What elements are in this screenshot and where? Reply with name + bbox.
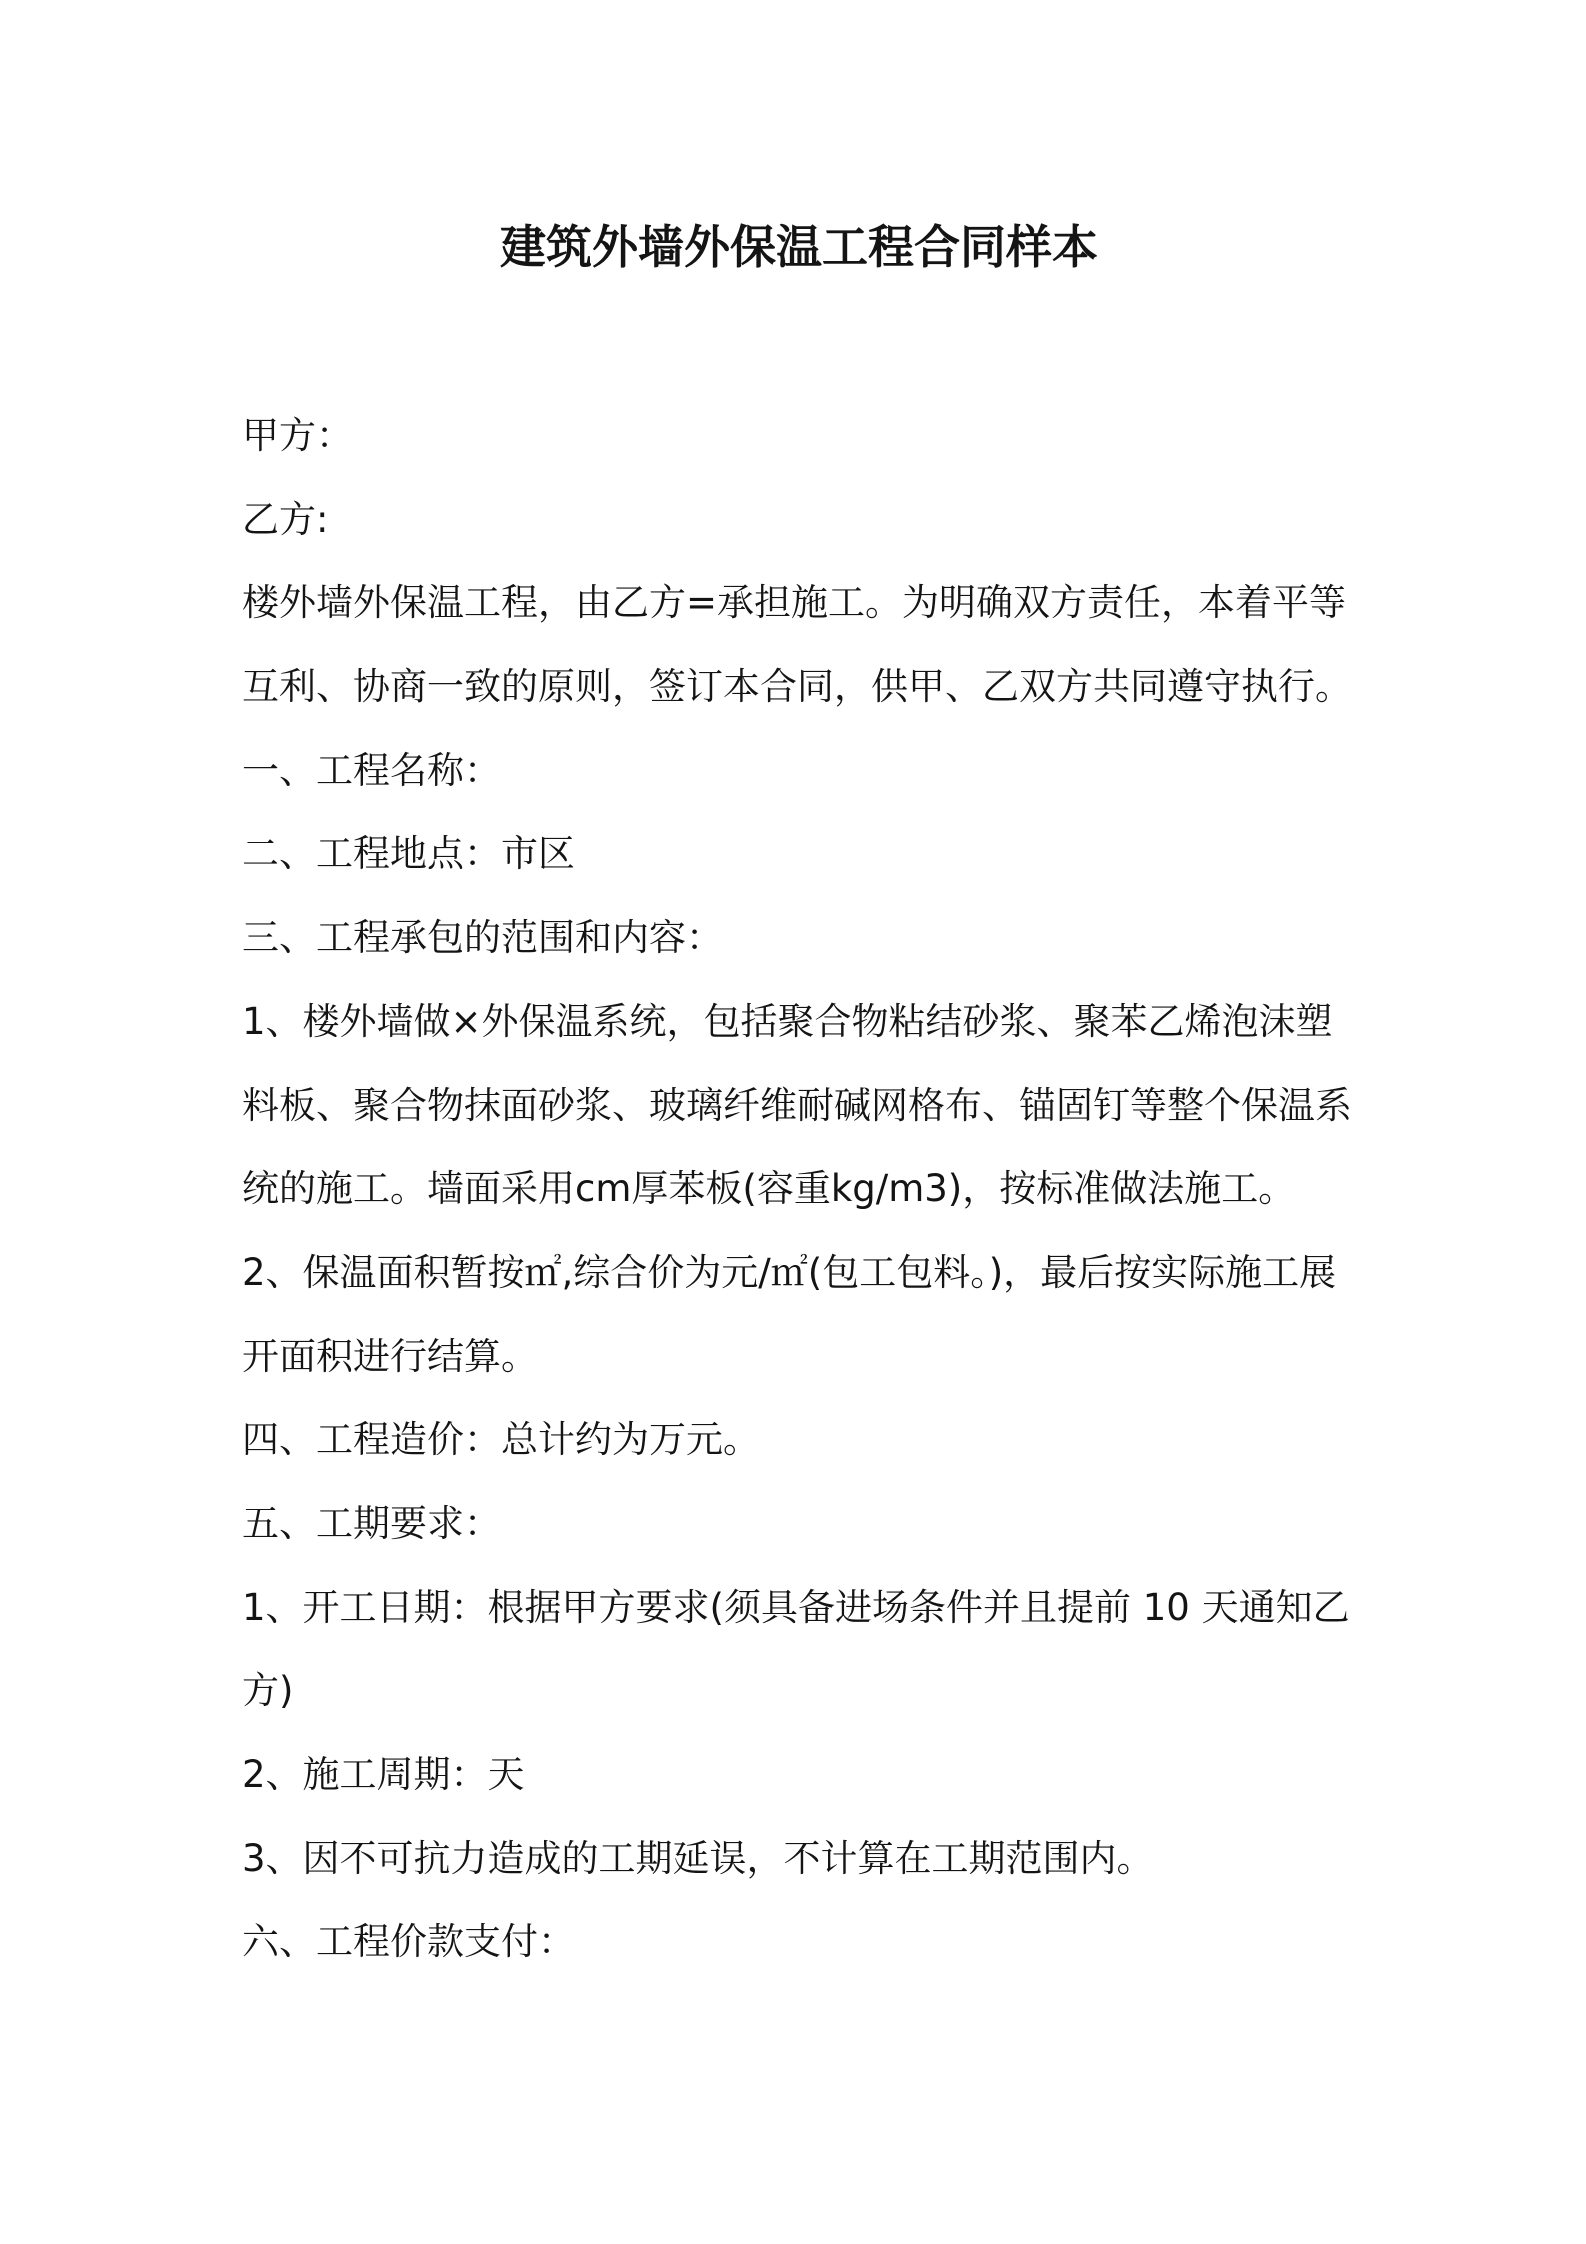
schedule-item-2: 2、施工周期：天 <box>242 1753 525 1796</box>
scope-item-2 <box>242 1231 1442 1398</box>
section-schedule <box>242 1482 1442 1900</box>
scope-item-1-line: 料板、聚合物抹面砂浆、玻璃纤维耐碱网格布、锚固钉等整个保温系 <box>242 1083 1352 1127</box>
schedule-item-1-line: 1、开工日期：根据甲方要求(须具备进场条件并且提前 10 天通知乙 <box>242 1585 1350 1629</box>
section-scope-heading: 三、工程承包的范围和内容： <box>242 916 723 960</box>
section-schedule-heading: 五、工期要求： <box>242 1501 501 1545</box>
schedule-item-3: 3、因不可抗力造成的工期延误，不计算在工期范围内。 <box>242 1836 1154 1880</box>
document-title: 建筑外墙外保温工程合同样本 <box>500 220 1098 274</box>
party-b-line: 乙方: <box>242 497 329 541</box>
preamble-paragraph <box>242 561 1442 728</box>
scope-item-1 <box>242 980 1442 1231</box>
section-project-location: 二、工程地点：市区 <box>242 832 575 876</box>
section-price: 四、工程造价：总计约为万元。 <box>242 1418 760 1462</box>
preamble-line: 互利、协商一致的原则，签订本合同，供甲、乙双方共同遵守执行。 <box>242 665 1352 709</box>
scope-item-2-line: 2、保温面积暂按㎡,综合价为元/㎡(包工包料。)，最后按实际施工展 <box>242 1250 1337 1294</box>
scope-item-2-line: 开面积进行结算。 <box>242 1334 538 1378</box>
schedule-item-1-line: 方) <box>242 1669 294 1713</box>
scope-item-1-line: 统的施工。墙面采用cm厚苯板(容重kg/m3)，按标准做法施工。 <box>242 1167 1296 1211</box>
preamble-line: 楼外墙外保温工程，由乙方=承担施工。为明确双方责任，本着平等 <box>242 581 1347 625</box>
contract-body <box>242 394 1442 1984</box>
section-scope <box>242 896 1442 1398</box>
section-project-name: 一、工程名称： <box>242 748 501 792</box>
party-a-line: 甲方： <box>242 414 353 457</box>
scope-item-1-line: 1、楼外墙做×外保温系统，包括聚合物粘结砂浆、聚苯乙烯泡沫塑 <box>242 999 1333 1043</box>
schedule-item-1 <box>242 1566 1442 1733</box>
section-payment-heading: 六、工程价款支付： <box>242 1920 575 1964</box>
